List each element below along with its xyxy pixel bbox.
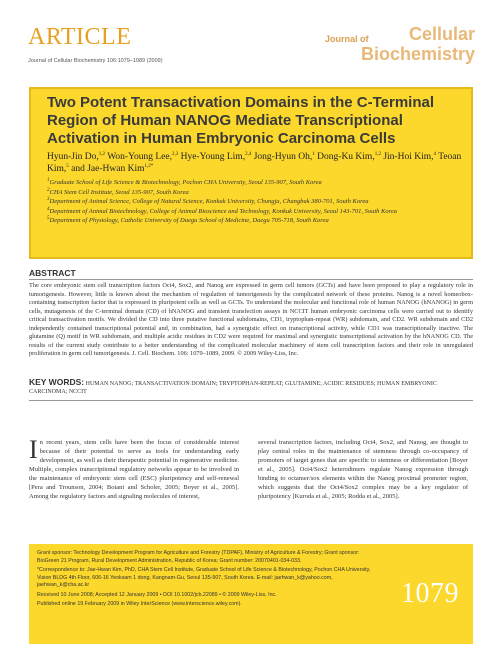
- author-affiliation-marker: 1,2*: [144, 163, 154, 169]
- paper-title: Two Potent Transactivation Domains in the C-Terminal Region of Human NANOG Mediate Transcriptional Activation in Human Embryonic Carcinoma Cells: [47, 94, 434, 147]
- divider: [29, 400, 473, 401]
- drop-cap: I: [29, 435, 38, 464]
- author-name: Teoan Kim,: [47, 152, 462, 174]
- journal-of-label: Journal of: [325, 34, 369, 44]
- correspondence: *Correspondence to: Jae-Hwan Kim, PhD, CHA Stem Cell Institute, Graduate School of Life Science & Biotechnology, Pochon CHA University, Vision BLDG 4th Floor, 606-16 Yeoksam 1 dong, Kangnam-Gu, Seoul 135-907, South Korea. E-mail: jaehwan_k@yahoo.com, jaehwan_k@cha.ac.kr: [37, 567, 371, 588]
- author-name: Hyun-Jin Do,: [47, 152, 99, 162]
- author-affiliation-marker: 1: [312, 151, 315, 157]
- affiliation-text: Department of Physiology, Catholic University of Daegu School of Medicine, Daegu 705-718, South Korea: [49, 217, 329, 224]
- journal-citation: Journal of Cellular Biochemistry 106:1079–1089 (2009): [28, 58, 163, 64]
- author-affiliation-marker: 4: [433, 151, 436, 157]
- affiliation-number: 3: [47, 196, 50, 202]
- author-name: and Jae-Hwan Kim: [71, 164, 145, 174]
- author-affiliation-marker: 2,3: [171, 151, 179, 157]
- received-accepted: Received 10 June 2008; Accepted 12 January 2009 • DOI 10.1002/jcb.22089 • © 2009 Wiley-Liss, Inc.: [37, 591, 277, 598]
- journal-logo: [325, 22, 475, 72]
- divider: [29, 279, 473, 280]
- author-name: Hye-Young Lim,: [180, 152, 246, 162]
- body-column-right: [258, 438, 468, 501]
- title-box: [29, 87, 473, 259]
- affiliation-item: [47, 179, 465, 188]
- affiliation-item: [47, 217, 465, 226]
- abstract-text: The core embryonic stem cell transcription factors Oct4, Sox2, and Nanog are expressed in germ cell tumors (GCTs) and have been proposed to play a regulatory role in tumorigenesis. However, little is known about the mechanism of regulation of tumorigenesis by the complicated network of these proteins. Nanog is a novel homeobox-containing transcription factor that is expressed in pluripotent cells as well as GCTs. To understand the molecular and functional role of human NANOG (hNANOG) in germ cells, mutagenesis of the C-terminal domain (CD) of hNANOG and transient transfection assays in NCCIT human embryonic carcinoma cells were carried out to identify critical transactivation motifs. We divided the CD into three putative functional subdomains, CD1, tryptophan-repeat (WR) subdomain, and CD2. WR subdomain and CD2 independently contained transcriptional potential and, in combination, had a synergistic effect on transcriptional activity, while CD1 was transcriptionally inactive. The glutamine (Q) motif in WR subdomain, and multiple acidic residues in CD2 were required for maximal and synergistic transcriptional activation by the hNANOG CD. The results of the current study contribute to a better understanding of the complicated molecular machinery of stem cell transcription factors and their role in unregulated proliferation in germ cell tumorigenesis. J. Cell. Biochem. 106: 1079–1089, 2009. © 2009 Wiley-Liss, Inc.: [29, 282, 473, 357]
- affiliation-number: 2: [47, 187, 50, 193]
- affiliation-list: [47, 179, 465, 227]
- author-name: Jong-Hyun Oh,: [253, 152, 313, 162]
- keywords-text: HUMAN NANOG; TRANSACTIVATION DOMAIN; TRYPTOPHAN-REPEAT; GLUTAMINE; ACIDIC RESIDUES; HUMAN EMBRYONIC CARCINOMA; NCCIT: [29, 381, 437, 395]
- affiliation-text: Department of Animal Science, College of Natural Science, Konkuk University, Chungju, Chungbuk 380-701, South Korea: [49, 198, 369, 205]
- author-name: Won-Young Lee,: [107, 152, 172, 162]
- affiliation-item: [47, 189, 465, 198]
- affiliation-text: Graduate School of Life Science & Biotechnology, Pochon CHA University, Seoul 135-907, South Korea: [49, 179, 322, 186]
- body-text-right: several transcription factors, including Oct4, Sox2, and Nanog, are thought to play central roles in the maintenance of stemness through co-occupancy of promoters of target genes that are specific to stemness or differentiation [Boyer et al., 2005]. Oct4/Sox2 heterodimers regulate Nanog expression through binding to octamer/sox elements within the Nanog proximal promoter region, which suggests that the Oct4/Sox2 complex may be a key regulator of pluripotency [Kuroda et al., 2005; Rodda et al., 2005].: [258, 439, 468, 500]
- author-affiliation-marker: 2,4: [245, 151, 252, 157]
- abstract-heading: ABSTRACT: [29, 268, 76, 278]
- affiliation-text: CHA Stem Cell Institute, Seoul 135-907, South Korea: [49, 188, 189, 196]
- affiliation-number: 5: [47, 215, 50, 221]
- author-affiliation-marker: 5: [66, 163, 69, 169]
- page-header: [20, 22, 475, 72]
- author-list: [47, 151, 465, 175]
- author-name: Jin-Hoi Kim,: [383, 152, 434, 162]
- published-online: Published online 19 February 2009 in Wiley InterScience (www.interscience.wiley.com).: [37, 601, 242, 607]
- footer-box: [29, 544, 473, 644]
- keywords-label: KEY WORDS:: [29, 377, 85, 387]
- article-type-label: ARTICLE: [28, 24, 132, 50]
- page-number: 1079: [401, 578, 459, 609]
- journal-name-line2: Biochemistry: [360, 44, 475, 64]
- journal-name-line1: Cellular: [408, 24, 475, 44]
- affiliation-item: [47, 198, 465, 207]
- author-affiliation-marker: 1,2: [98, 151, 105, 157]
- author-affiliation-marker: 1,2: [374, 151, 381, 157]
- author-name: Dong-Ku Kim,: [317, 152, 375, 162]
- body-column-left: [29, 435, 239, 501]
- affiliation-text: Department of Animal Biotechnology, College of Animal Bioscience and Technology, Konkuk University, Seoul 143-701, South Korea: [49, 207, 398, 215]
- affiliation-item: [47, 208, 465, 217]
- body-text-left: n recent years, stem cells have been the focus of considerable interest because of their potential to serve as tools for understanding early development, as well as their therapeutic potential in regenerative medicine. Multiple, complex transcriptional regulatory networks appear to be involved in the maintenance of embryonic stem cell (ESC) pluripotency and self-renewal [Pera and Trounson, 2004; Boiani and Scholer, 2005; Boyer et al., 2005]. Among the regulatory factors and signaling molecules of interest,: [29, 439, 239, 500]
- affiliation-number: 4: [47, 206, 50, 212]
- keywords: [29, 378, 473, 396]
- affiliation-number: 1: [47, 177, 50, 183]
- grant-sponsors: Grant sponsor: Technology Development Program for Agriculture and Forestry (TDPAF), Ministry of Agriculture & Forestry; Grant sponsor: BioGreen 21 Program, Rural Development Administration, Republic of Korea; Grant number: 20070401-034-033.: [37, 550, 360, 564]
- journal-name: [361, 24, 475, 64]
- footer-notes: [37, 550, 382, 611]
